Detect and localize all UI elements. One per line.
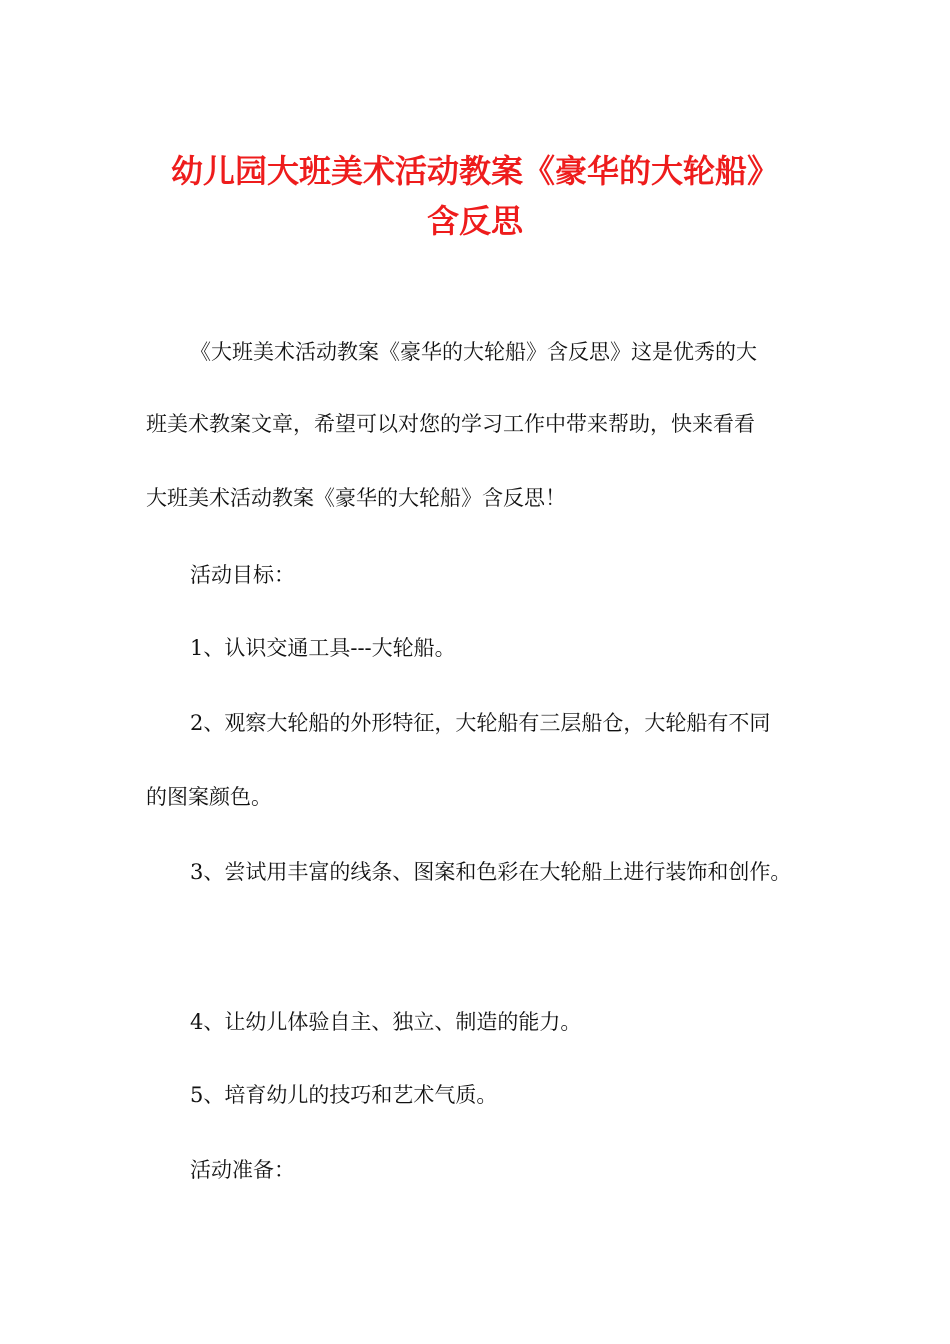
goal-2-line-2: 的图案颜色。	[146, 785, 272, 809]
prep-heading: 活动准备：	[190, 1158, 295, 1182]
title-line-2: 含反思	[426, 202, 523, 240]
document-title	[0, 146, 950, 246]
title-line-1: 幼儿园大班美术活动教案《豪华的大轮船》	[170, 152, 779, 190]
intro-line-3: 大班美术活动教案《豪华的大轮船》含反思！	[146, 486, 566, 510]
goal-5: 5、培育幼儿的技巧和艺术气质。	[190, 1083, 498, 1107]
goal-2-line-1: 2、观察大轮船的外形特征，大轮船有三层船仓，大轮船有不同	[190, 711, 771, 735]
goals-heading: 活动目标：	[190, 563, 295, 587]
goal-1: 1、认识交通工具---大轮船。	[190, 636, 456, 660]
goal-3: 3、尝试用丰富的线条、图案和色彩在大轮船上进行装饰和创作。	[190, 860, 792, 884]
intro-line-2: 班美术教案文章，希望可以对您的学习工作中带来帮助，快来看看	[146, 412, 755, 436]
intro-line-1: 《大班美术活动教案《豪华的大轮船》含反思》这是优秀的大	[190, 340, 757, 364]
goal-4: 4、让幼儿体验自主、独立、制造的能力。	[190, 1010, 582, 1034]
